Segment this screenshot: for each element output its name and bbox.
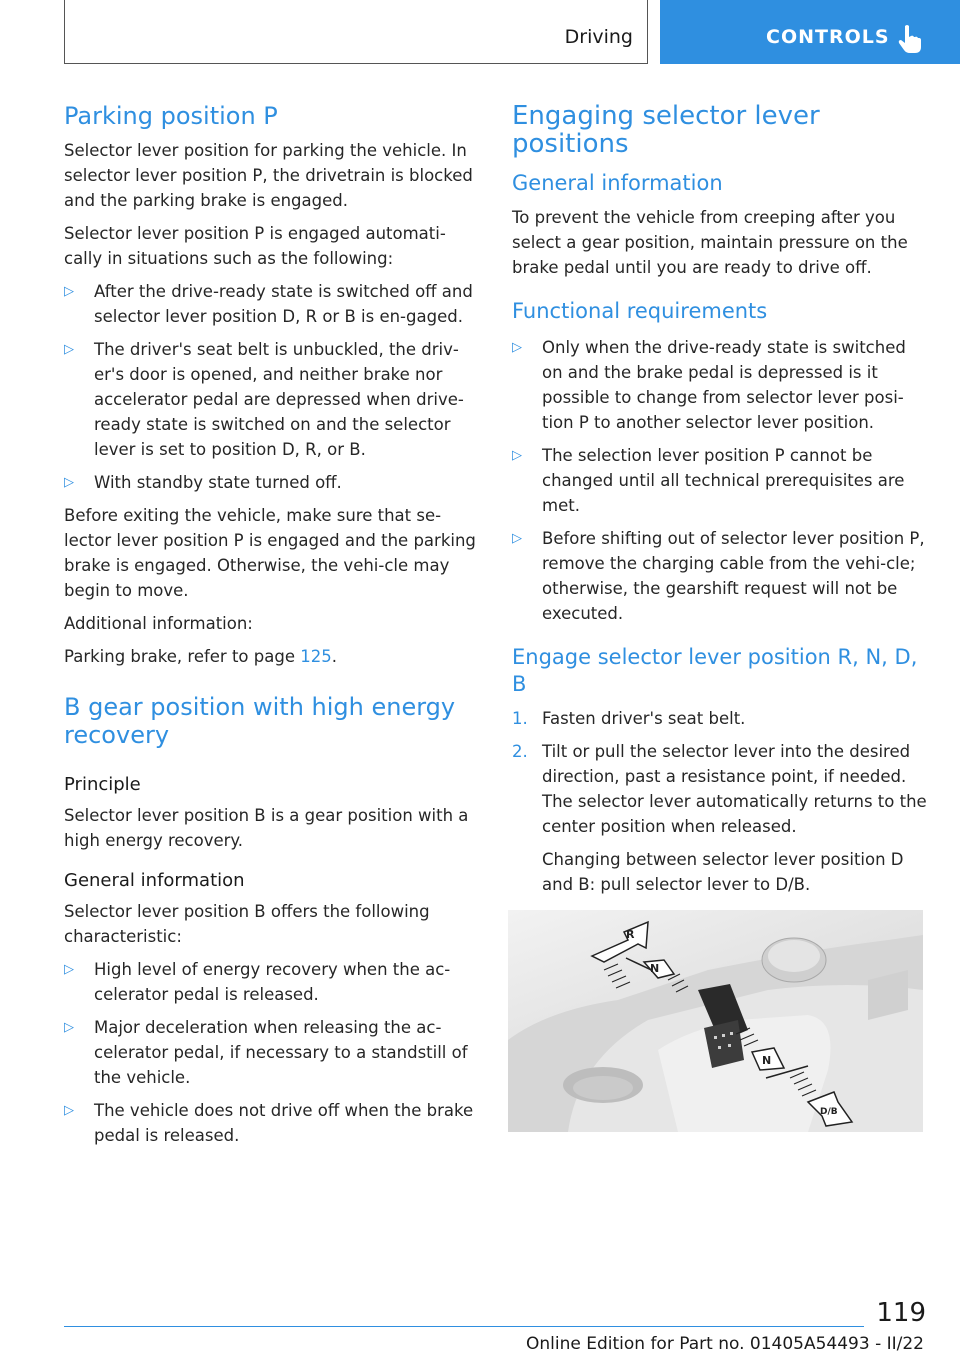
step-item [512,706,928,731]
reference-text: Parking brake, refer to page [64,647,301,666]
step-text: Fasten driver's seat belt. [542,709,746,728]
left-column [64,96,478,1148]
page-link[interactable]: 125 [300,647,332,666]
arrow-db-label: D/B [820,1107,838,1117]
arrow-n-top-label: N [650,962,660,975]
list-item-text: Only when the drive-ready state is switched on and the brake pedal is depressed is it possible to change from selector lever posi‐tion P to another selector lever position. [542,338,906,432]
bullet-triangle-icon: ▷ [64,1020,74,1035]
list-item [64,1098,478,1148]
parking-brake-reference [64,644,478,669]
general-info-heading-right: General information [512,171,723,195]
step-text: Tilt or pull the selector lever into the desired direction, past a resistance point, if needed. The selector lever automatically returns to the center position when released. [542,742,927,836]
list-item [64,337,478,462]
principle-heading: Principle [64,774,141,795]
bullet-triangle-icon: ▷ [64,475,74,490]
list-item-text: Major deceleration when releasing the ac‐celerator pedal, if necessary to a standstill of the vehicle. [94,1018,468,1087]
gear-selector-illustration [508,910,923,1132]
reference-end: . [331,647,337,666]
bullet-triangle-icon: ▷ [64,962,74,977]
list-item-text: Before shifting out of selector lever position P, remove the charging cable from the vehi‐cle; otherwise, the gearshift request will not be executed. [542,529,925,623]
header-chapter-tab [660,0,960,64]
general-info-heading-left: General information [64,870,245,891]
principle-text: Selector lever position B is a gear position with a high energy recovery. [64,806,469,850]
engaging-heading: Engaging selector lever positions [512,101,820,159]
arrow-r-label: R [626,928,635,941]
general-info-text-right: To prevent the vehicle from creeping after you select a gear position, maintain pressure on the brake pedal until you are ready to drive off. [512,208,908,277]
bullet-triangle-icon: ▷ [512,531,522,546]
parking-paragraph-1: Selector lever position for parking the vehicle. In selector lever position P, the drivetrain is blocked and the parking brake is engaged. [64,141,473,210]
step-item [512,739,928,897]
step-2-note: Changing between selector lever position D and B: pull selector lever to D/B. [542,850,904,894]
right-column [512,96,928,897]
list-item-text: With standby state turned off. [94,473,342,492]
page-header [0,0,960,66]
page-number: 119 [876,1298,926,1328]
engage-positions-heading: Engage selector lever position R, N, D, B [512,645,918,696]
list-item [64,957,478,1007]
list-item [512,443,928,518]
bullet-triangle-icon: ▷ [512,340,522,355]
arrow-r-icon [592,922,648,988]
step-number: 1. [512,709,528,728]
parking-paragraph-3: Before exiting the vehicle, make sure that se‐lector lever position P is engaged and the parking brake is engaged. Otherwise, the vehi‐cle may begin to move. [64,506,476,600]
general-info-text-left: Selector lever position B offers the following characteristic: [64,902,430,946]
list-item-text: The selection lever position P cannot be changed until all technical prerequisites are met. [542,446,905,515]
parking-paragraph-2: Selector lever position P is engaged automati‐cally in situations such as the following: [64,224,446,268]
list-item-text: The vehicle does not drive off when the brake pedal is released. [94,1101,474,1145]
b-gear-heading: B gear position with high energy recovery [64,693,456,749]
list-item [512,335,928,435]
list-item-text: The driver's seat belt is unbuckled, the driv‐er's door is opened, and neither brake nor accelerator pedal are depressed when drive-ready state is switched on and the selector lever is set to position D, R, or B. [94,340,464,459]
engage-steps-list [512,706,928,897]
list-item [64,279,478,329]
list-item [512,526,928,626]
b-gear-bullet-list [64,957,478,1148]
bullet-triangle-icon: ▷ [64,284,74,299]
bullet-triangle-icon: ▷ [512,448,522,463]
footer-divider [64,1326,864,1327]
header-section-title: Driving [564,26,633,48]
gear-selector-drawing [508,910,923,1132]
parking-bullet-list [64,279,478,495]
header-section-box [64,0,648,64]
hand-pointer-icon [896,24,924,54]
parking-position-heading: Parking position P [64,102,278,130]
list-item [64,1015,478,1090]
list-item-text: High level of energy recovery when the ac‐celerator pedal is released. [94,960,451,1004]
bullet-triangle-icon: ▷ [64,1103,74,1118]
additional-info-label: Additional information: [64,614,253,633]
functional-requirements-heading: Functional requirements [512,299,768,323]
step-number: 2. [512,742,528,761]
header-chapter-title: CONTROLS [766,26,890,48]
functional-bullet-list [512,335,928,626]
arrow-n-bottom-label: N [762,1054,772,1067]
bullet-triangle-icon: ▷ [64,342,74,357]
list-item-text: After the drive-ready state is switched off and selector lever position D, R or B is en‐gaged. [94,282,473,326]
list-item [64,470,478,495]
footer-edition: Online Edition for Part no. 01405A54493 - II/22 [525,1334,924,1354]
